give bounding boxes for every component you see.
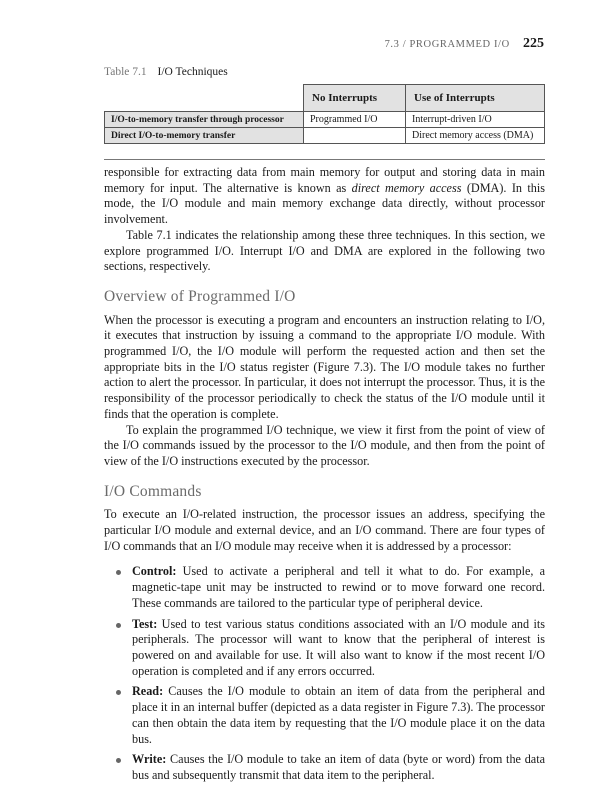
io-command-list bbox=[104, 564, 545, 783]
bullet-icon bbox=[116, 623, 121, 628]
section-heading-io-commands: I/O Commands bbox=[104, 482, 202, 500]
row-header: I/O-to-memory transfer through processor bbox=[105, 112, 304, 128]
table-cell: Programmed I/O bbox=[304, 112, 406, 128]
paragraph: To explain the programmed I/O technique, we view it first from the point of view of the I/O commands issued by the processor to the I/O module, and then from the point of view of the I/O instructions executed by the processor. bbox=[104, 422, 545, 468]
list-item-term: Test: bbox=[132, 616, 158, 631]
paragraph: responsible for extracting data from main memory for output and storing data in main memory for input. The alternative is known as direct memory access (DMA). In this mode, the I/O module and main memory exchange data directly, without processor involvement. bbox=[104, 165, 545, 227]
bullet-icon bbox=[116, 758, 121, 763]
row-header: Direct I/O-to-memory transfer bbox=[105, 128, 304, 144]
list-item: Test: Used to test various status conditions associated with an I/O module and its peripherals. The processor will want to know that the peripheral of interest is powered on and available for use. It will also want to know if the most recent I/O operation is completed and if any errors occurred. bbox=[104, 617, 545, 680]
bullet-icon bbox=[116, 570, 121, 575]
list-item: Write: Causes the I/O module to take an item of data (byte or word) from the data bus and subsequently transmit that data item to the peripheral. bbox=[104, 752, 545, 783]
table-title: I/O Techniques bbox=[157, 66, 228, 78]
body-text bbox=[104, 165, 545, 789]
table-label: Table 7.1 bbox=[104, 66, 147, 78]
table-cell bbox=[304, 128, 406, 144]
list-item-term: Control: bbox=[132, 564, 177, 579]
list-item-term: Read: bbox=[132, 684, 164, 699]
page-number: 225 bbox=[523, 36, 544, 51]
table-cell: Direct memory access (DMA) bbox=[406, 128, 545, 144]
table-row bbox=[105, 112, 545, 128]
running-head-title: 7.3 / PROGRAMMED I/O bbox=[384, 39, 510, 50]
paragraph: Table 7.1 indicates the relationship among these three techniques. In this section, we explore programmed I/O. Interrupt I/O and DMA are explored in the following two sections, respectively. bbox=[104, 227, 545, 274]
table-header-row bbox=[105, 85, 545, 112]
table-cell: Interrupt-driven I/O bbox=[406, 112, 545, 128]
table-caption bbox=[104, 66, 228, 78]
table-bottom-rule bbox=[104, 159, 545, 160]
table-row bbox=[105, 128, 545, 144]
column-header: Use of Interrupts bbox=[406, 85, 545, 112]
running-header bbox=[385, 36, 544, 52]
paragraph: To execute an I/O-related instruction, the processor issues an address, specifying the particular I/O module and external device, and an I/O command. There are four types of I/O commands that an I/O module may receive when it is addressed by a processor: bbox=[104, 507, 545, 553]
column-header: No Interrupts bbox=[304, 85, 406, 112]
bullet-icon bbox=[116, 690, 121, 695]
io-techniques-table bbox=[104, 84, 545, 144]
list-item-term: Write: bbox=[132, 752, 167, 767]
section-heading-overview: Overview of Programmed I/O bbox=[104, 287, 296, 305]
table-corner-cell bbox=[105, 85, 304, 112]
paragraph: When the processor is executing a program and encounters an instruction relating to I/O, it executes that instruction by issuing a command to the appropriate I/O module. With programmed I/O, the I/O module will perform the requested action and then set the appropriate bits in the I/O status register (Figure 7.3). The I/O module takes no further action to alert the processor. In particular, it does not interrupt the processor. Thus, it is the responsibility of the processor periodically to check the status of the I/O module until it finds that the operation is complete. bbox=[104, 312, 545, 421]
list-item: Read: Causes the I/O module to obtain an item of data from the peripheral and place it in an internal buffer (depicted as a data register in Figure 7.3). The processor can then obtain the data item by requesting that the I/O module place it on the data bus. bbox=[104, 684, 545, 747]
list-item: Control: Used to activate a peripheral and tell it what to do. For example, a magnetic-tape unit may be instructed to rewind or to move forward one record. These commands are tailored to the particular type of peripheral device. bbox=[104, 564, 545, 611]
emphasis: direct memory access bbox=[351, 180, 462, 195]
